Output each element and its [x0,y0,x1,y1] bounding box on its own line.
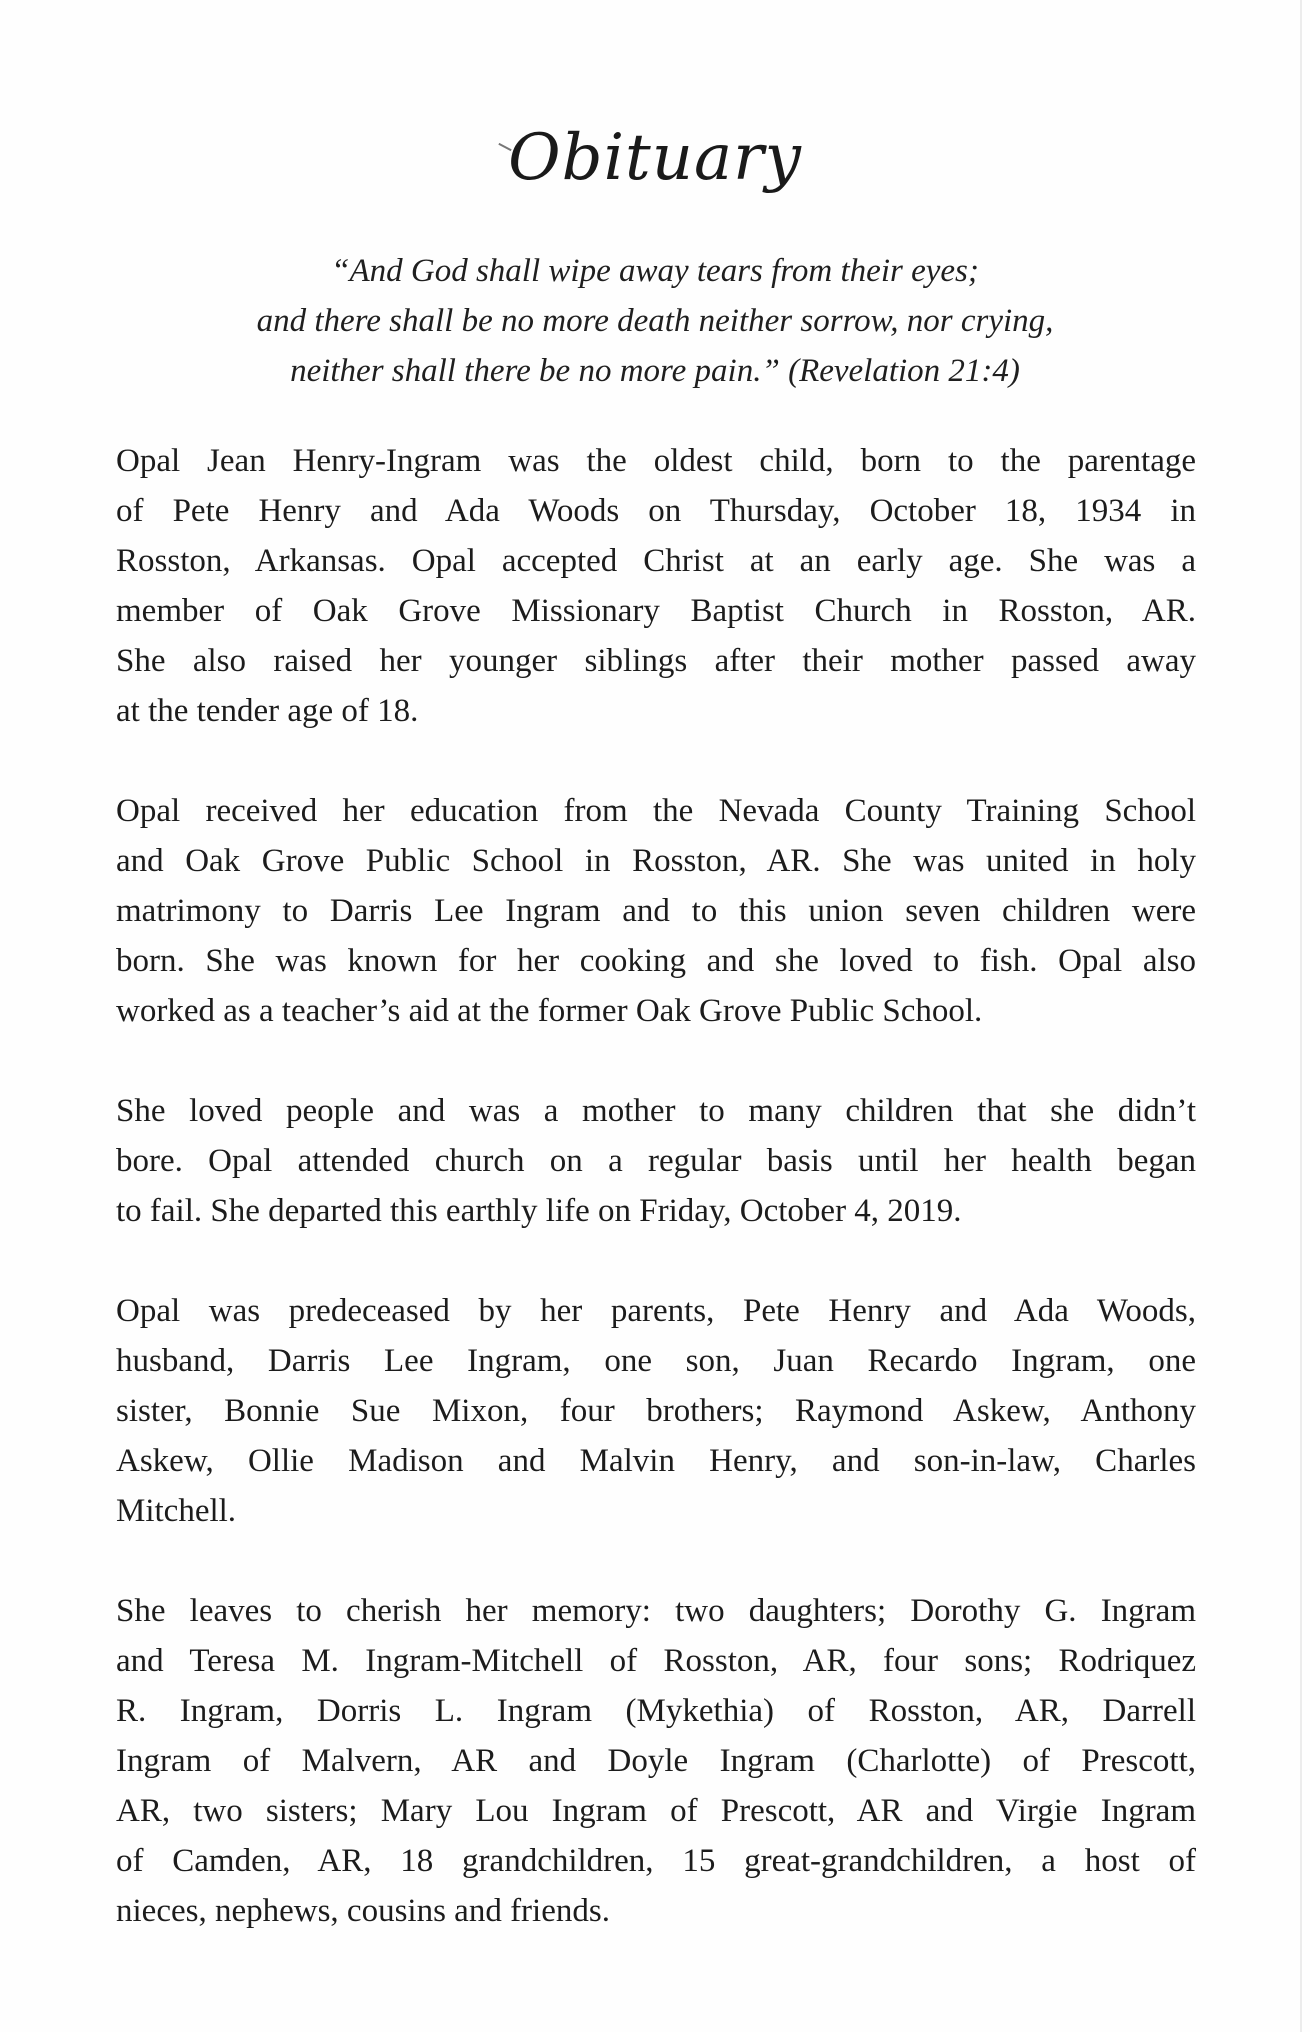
text-line: worked as a teacher’s aid at the former Oak Grove Public School. [116,993,983,1029]
text-line: and Oak Grove Public School in Rosston, AR. She was united in holy [116,843,1196,879]
page-edge-shadow [1300,0,1302,2032]
text-line: AR, two sisters; Mary Lou Ingram of Prescott, AR and Virgie Ingram [116,1793,1196,1829]
text-line: to fail. She departed this earthly life on Friday, October 4, 2019. [116,1193,962,1229]
page-title: Obituary [508,121,802,195]
text-line: born. She was known for her cooking and she loved to fish. Opal also [116,943,1196,979]
verse-line: neither shall there be no more pain.” (Revelation 21:4) [290,353,1020,389]
text-line: She loved people and was a mother to many children that she didn’t [116,1093,1196,1129]
text-line: Mitchell. [116,1493,237,1529]
text-line: She also raised her younger siblings after their mother passed away [116,643,1196,679]
text-line: Askew, Ollie Madison and Malvin Henry, and son-in-law, Charles [116,1443,1196,1479]
text-line: R. Ingram, Dorris L. Ingram (Mykethia) of Rosston, AR, Darrell [116,1693,1196,1729]
text-line: matrimony to Darris Lee Ingram and to this union seven children were [116,893,1196,929]
paragraph-survivors [116,1586,1196,1936]
text-line: of Camden, AR, 18 grandchildren, 15 great-grandchildren, a host of [116,1843,1196,1879]
verse-line: “And God shall wipe away tears from their eyes; [331,253,979,289]
text-line: Rosston, Arkansas. Opal accepted Christ at an early age. She was a [116,543,1196,579]
text-line: and Teresa M. Ingram-Mitchell of Rosston, AR, four sons; Rodriquez [116,1643,1196,1679]
text-line: of Pete Henry and Ada Woods on Thursday, October 18, 1934 in [116,493,1196,529]
paragraph-passing [116,1086,1196,1236]
text-line: Ingram of Malvern, AR and Doyle Ingram (Charlotte) of Prescott, [116,1743,1196,1779]
text-line: sister, Bonnie Sue Mixon, four brothers; Raymond Askew, Anthony [116,1393,1196,1429]
paragraph-birth [116,436,1196,736]
text-line: Opal received her education from the Nevada County Training School [116,793,1196,829]
text-line: nieces, nephews, cousins and friends. [116,1893,610,1929]
paragraph-predeceased [116,1286,1196,1536]
text-line: husband, Darris Lee Ingram, one son, Juan Recardo Ingram, one [116,1343,1196,1379]
text-line: Opal was predeceased by her parents, Pete Henry and Ada Woods, [116,1293,1196,1329]
text-line: She leaves to cherish her memory: two daughters; Dorothy G. Ingram [116,1593,1196,1629]
obituary-body [116,436,1196,1986]
text-line: bore. Opal attended church on a regular basis until her health began [116,1143,1196,1179]
text-line: Opal Jean Henry-Ingram was the oldest child, born to the parentage [116,443,1196,479]
text-line: at the tender age of 18. [116,693,419,729]
scripture-verse [120,246,1190,396]
text-line: member of Oak Grove Missionary Baptist Church in Rosston, AR. [116,593,1196,629]
verse-line: and there shall be no more death neither sorrow, nor crying, [256,303,1054,339]
paragraph-education [116,786,1196,1036]
